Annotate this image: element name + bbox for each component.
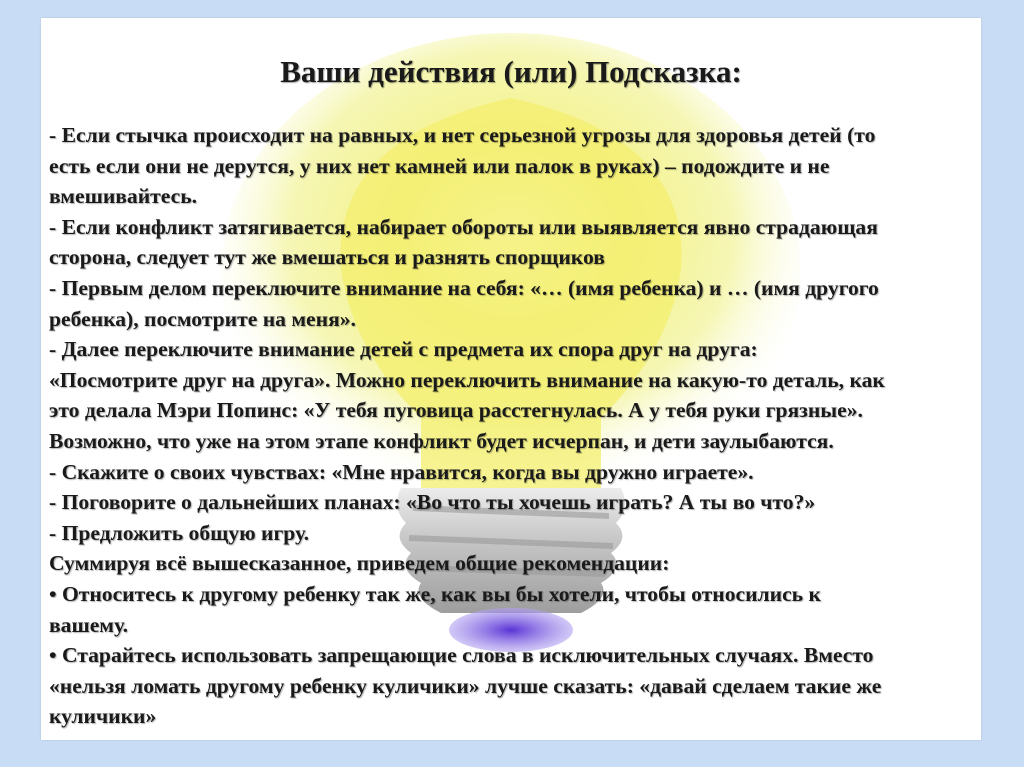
text-line: - Если конфликт затягивается, набирает обороты или выявляется явно страдающая: [49, 214, 878, 239]
text-line: «нельзя ломать другому ребенку куличики» лучше сказать: «давай сделаем такие же: [49, 673, 882, 698]
text-line: - Первым делом переключите внимание на себя: «… (имя ребенка) и … (имя другого: [49, 275, 879, 300]
slide-title: Ваши действия (или) Подсказка:: [280, 54, 742, 89]
text-line: вашему.: [49, 612, 129, 637]
text-line: есть если они не дерутся, у них нет камней или палок в руках) – подождите и не: [49, 153, 830, 178]
text-line: ребенка), посмотрите на меня».: [49, 306, 356, 331]
text-line: вмешивайтесь.: [49, 184, 198, 209]
text-line: - Далее переключите внимание детей с предмета их спора друг на друга:: [49, 337, 758, 362]
text-line: сторона, следует тут же вмешаться и разнять спорщиков: [49, 245, 605, 270]
text-line: - Поговорите о дальнейших планах: «Во что ты хочешь играть? А ты во что?»: [49, 490, 816, 515]
text-line: - Если стычка происходит на равных, и нет серьезной угрозы для здоровья детей (то: [49, 123, 876, 147]
text-line: Суммируя всё вышесказанное, приведем общие рекомендации:: [49, 551, 670, 576]
text-line: - Предложить общую игру.: [49, 520, 310, 545]
text-line: «Посмотрите друг на друга». Можно переключить внимание на какую-то деталь, как: [49, 367, 885, 392]
text-line: • Старайтесь использовать запрещающие слова в исключительных случаях. Вместо: [49, 643, 874, 668]
text-line: это делала Мэри Попинс: «У тебя пуговица расстегнулась. А у тебя руки грязные».: [49, 398, 863, 423]
text-line: - Скажите о своих чувствах: «Мне нравится, когда вы дружно играете».: [49, 459, 754, 484]
body-text: [49, 120, 979, 732]
slide: [41, 18, 981, 740]
text-line: куличики»: [49, 704, 157, 729]
text-line: • Относитесь к другому ребенку так же, как вы бы хотели, чтобы относились к: [49, 581, 821, 606]
text-line: Возможно, что уже на этом этапе конфликт будет исчерпан, и дети заулыбаются.: [49, 428, 834, 453]
